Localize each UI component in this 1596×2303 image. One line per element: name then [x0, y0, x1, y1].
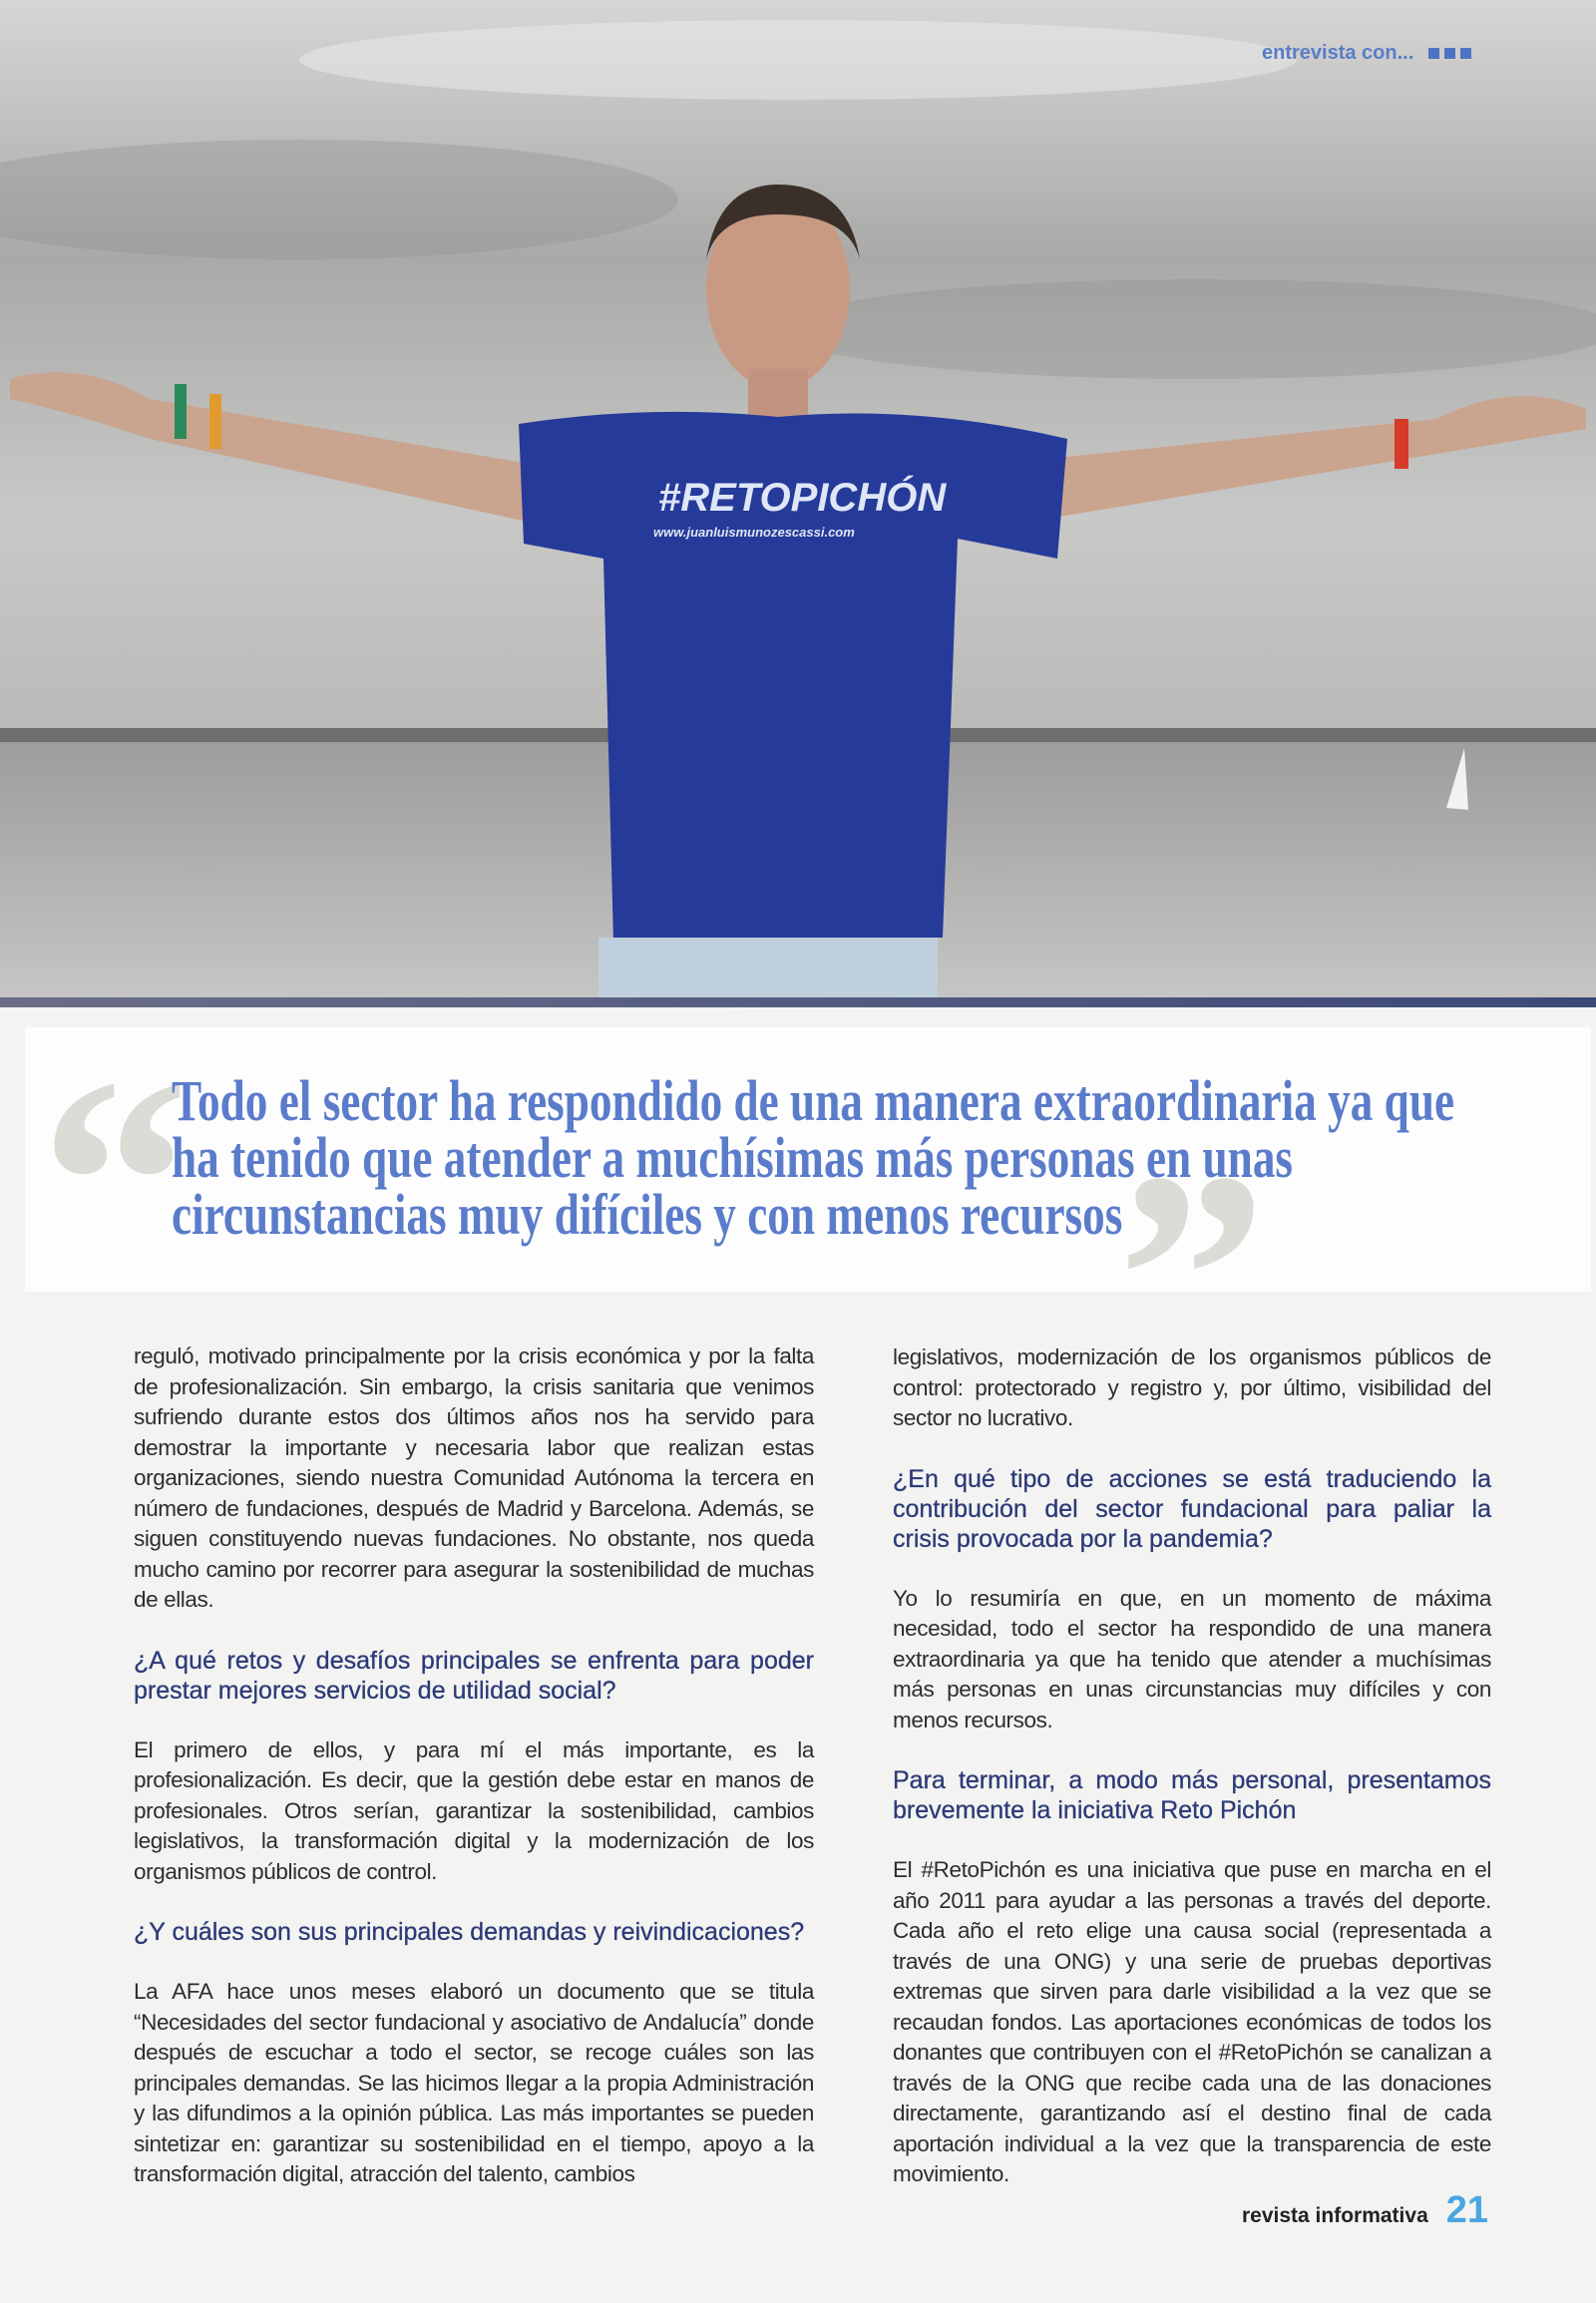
paragraph: La AFA hace unos meses elaboró un documento que se titula “Necesidades del sector fundacional y asociativo de Andalucía” donde después de escuchar a todo el sector, se recoge cuáles son las principales demandas. Se las hicimos llegar a la propia Administración y las difundimos a la opinión pública. Las más importantes se pueden sintetizar en: garantizar su sostenibilidad en el tiempo, apoyo a la transformación digital, atracción del talento, cambios: [134, 1979, 814, 2186]
right-column: [893, 1343, 1491, 2220]
section-kicker: [1262, 42, 1471, 65]
paragraph: El primero de ellos, y para mí el más importante, es la profesionalización. Es decir, que la gestión debe estar en manos de profesionales. Otros serían, garantizar la sostenibilidad, cambios legislativos, la transformación digital y la modernización de los organismos públicos de control.: [134, 1736, 814, 1884]
section-squares-icon: [1423, 42, 1471, 65]
pull-quote: Todo el sector ha respondido de una manera extraordinaria ya que ha tenido que atender a muchísimas más personas en unas circunstancias muy difíciles y con menos recursos: [172, 1068, 1455, 1247]
paragraph: Yo lo resumiría en que, en un momento de máxima necesidad, todo el sector ha respondido de una manera extraordinaria ya que ha tenido que atender a muchísimas más personas en unas circunstancias muy difíciles y con menos recursos.: [893, 1585, 1491, 1732]
paragraph: reguló, motivado principalmente por la crisis económica y por la falta de profesionalización. Sin embargo, la crisis sanitaria que venimos sufriendo durante estos dos últimos años nos ha servido para demostrar la importante y necesaria labor que realizan estas organizaciones, siendo nuestra Comunidad Autónoma la tercera en número de fundaciones, después de Madrid y Barcelona. Además, se siguen constituyendo nuevas fundaciones. No obstante, nos queda mucho camino por recorrer para asegurar la sostenibilidad de muchas de ellas.: [134, 1343, 814, 1612]
section-label: entrevista con...: [1262, 42, 1414, 64]
photo-divider: [0, 997, 1596, 1007]
open-quote-icon: “: [40, 1016, 190, 1347]
page-footer: [1242, 2189, 1488, 2232]
publication-name: revista informativa: [1242, 2204, 1428, 2227]
close-quote-icon: ”: [1117, 1111, 1267, 1442]
question-heading: ¿En qué tipo de acciones se está traduciendo la contribución del sector fundacional para paliar la crisis provocada por la pandemia?: [893, 1464, 1491, 1553]
shirt-logo: #RETOPICHÓN: [658, 476, 947, 520]
page-number: 21: [1445, 2189, 1489, 2231]
shirt-url: www.juanluismunozescassi.com: [653, 525, 855, 540]
left-column: [134, 1342, 814, 2220]
question-heading: ¿Y cuáles son sus principales demandas y reivindicaciones?: [134, 1918, 805, 1946]
hero-photo: [0, 0, 1596, 997]
question-heading: ¿A qué retos y desafíos principales se enfrenta para poder prestar mejores servicios de utilidad social?: [134, 1646, 814, 1705]
paragraph: El #RetoPichón es una iniciativa que puse en marcha en el año 2011 para ayudar a las personas a través del deporte. Cada año el reto elige una causa social (representada a través de una ONG) y una serie de pruebas deportivas extremas que sirven para darle visibilidad a la vez que se recaudan fondos. Las aportaciones económicas de todos los donantes que contribuyen con el #RetoPichón se canalizan a través de la ONG que recibe cada una de las donaciones directamente, garantizando así el destino final de cada aportación individual a la vez que la transparencia de este movimiento.: [893, 1857, 1491, 2186]
paragraph: legislativos, modernización de los organismos públicos de control: protectorado y registro y, por último, visibilidad del sector no lucrativo.: [893, 1344, 1491, 1430]
question-heading: Para terminar, a modo más personal, presentamos brevemente la iniciativa Reto Pichón: [893, 1766, 1491, 1824]
